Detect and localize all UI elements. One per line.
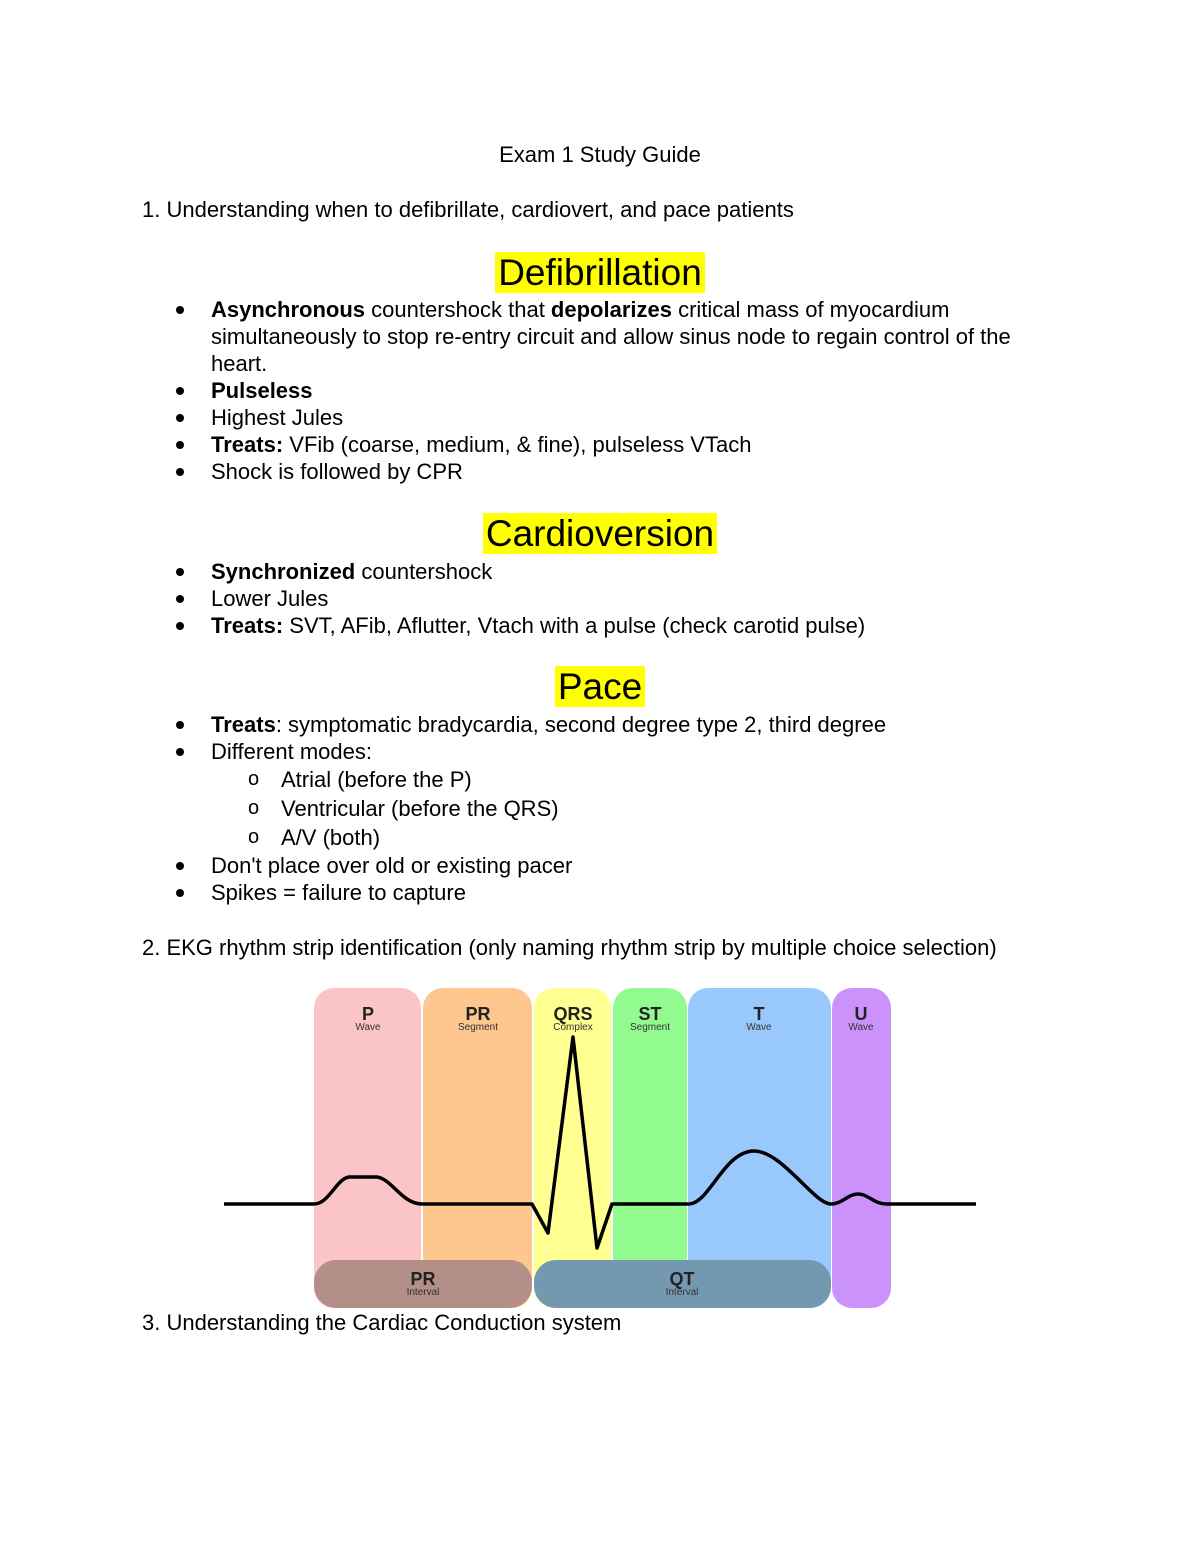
pace-heading-text: Pace xyxy=(555,666,645,707)
question-1: 1. Understanding when to defibrillate, cardiovert, and pace patients xyxy=(142,197,794,222)
bold-term: Asynchronous xyxy=(211,297,366,322)
list-item xyxy=(0,377,1041,404)
list-item xyxy=(0,711,1041,738)
document-title: Exam 1 Study Guide xyxy=(499,142,701,167)
cardioversion-list xyxy=(0,558,1041,639)
defibrillation-heading-text: Defibrillation xyxy=(495,252,705,293)
list-item xyxy=(0,431,1041,458)
bold-term: Pulseless xyxy=(211,378,313,403)
list-item xyxy=(0,585,1041,612)
list-item xyxy=(0,458,1041,485)
u-label: U xyxy=(854,1004,868,1024)
bold-term: Treats: xyxy=(211,432,284,457)
bold-term: Treats: xyxy=(211,613,284,638)
item-text: A/V (both) xyxy=(281,825,381,850)
defibrillation-heading xyxy=(0,251,1200,295)
item-text: Different modes: xyxy=(211,739,373,764)
st-label: ST xyxy=(638,1004,662,1024)
t-label: T xyxy=(753,1004,765,1024)
list-item xyxy=(0,296,1041,377)
p-label: P xyxy=(361,1004,375,1024)
qt-interval-sublabel: Interval xyxy=(665,1287,699,1298)
bold-term: Treats xyxy=(211,712,276,737)
list-item xyxy=(0,558,1041,585)
qt-interval-label: QT xyxy=(669,1269,695,1289)
pr-label: PR xyxy=(465,1004,491,1024)
list-item xyxy=(0,879,1041,906)
item-text: Lower Jules xyxy=(211,586,329,611)
list-item xyxy=(0,738,1041,852)
bold-term: depolarizes xyxy=(550,297,672,322)
pace-modes-list xyxy=(211,765,1041,852)
list-item xyxy=(0,852,1041,879)
item-text: critical mass of myocardium simultaneously to stop re-entry circuit and allow sinus node to regain control of the heart. xyxy=(211,297,1011,376)
item-text: Atrial (before the P) xyxy=(281,767,472,792)
p-sublabel: Wave xyxy=(355,1022,381,1033)
list-item xyxy=(0,612,1041,639)
t-sublabel: Wave xyxy=(746,1022,772,1033)
list-item xyxy=(211,823,1041,852)
item-text: Don't place over old or existing pacer xyxy=(211,853,573,878)
u-wave-band xyxy=(832,988,891,1308)
bold-term: Synchronized xyxy=(211,559,356,584)
u-sublabel: Wave xyxy=(848,1022,874,1033)
item-text: : symptomatic bradycardia, second degree type 2, third degree xyxy=(275,712,887,737)
item-text: SVT, AFib, Aflutter, Vtach with a pulse (check carotid pulse) xyxy=(283,613,866,638)
item-text: countershock xyxy=(355,559,493,584)
item-text: Ventricular (before the QRS) xyxy=(281,796,559,821)
cardioversion-heading-text: Cardioversion xyxy=(483,513,717,554)
defibrillation-list xyxy=(0,296,1041,485)
ekg-waveform-diagram xyxy=(224,984,976,1309)
cardioversion-heading xyxy=(0,512,1200,556)
question-2: 2. EKG rhythm strip identification (only naming rhythm strip by multiple choice selection) xyxy=(142,935,997,960)
list-item xyxy=(0,404,1041,431)
list-item xyxy=(211,794,1041,823)
pace-list xyxy=(0,711,1041,906)
list-item xyxy=(211,765,1041,794)
item-text: Spikes = failure to capture xyxy=(211,880,466,905)
pace-heading xyxy=(0,665,1200,709)
item-text: VFib (coarse, medium, & fine), pulseless VTach xyxy=(283,432,752,457)
pr-interval-sublabel: Interval xyxy=(406,1287,440,1298)
qrs-sublabel: Complex xyxy=(553,1022,593,1033)
qrs-label: QRS xyxy=(553,1004,593,1024)
item-text: countershock that xyxy=(365,297,551,322)
pr-sublabel: Segment xyxy=(457,1022,499,1033)
item-text: Highest Jules xyxy=(211,405,344,430)
st-sublabel: Segment xyxy=(629,1022,671,1033)
item-text: Shock is followed by CPR xyxy=(211,459,463,484)
pr-interval-label: PR xyxy=(410,1269,436,1289)
question-3: 3. Understanding the Cardiac Conduction system xyxy=(142,1310,622,1335)
